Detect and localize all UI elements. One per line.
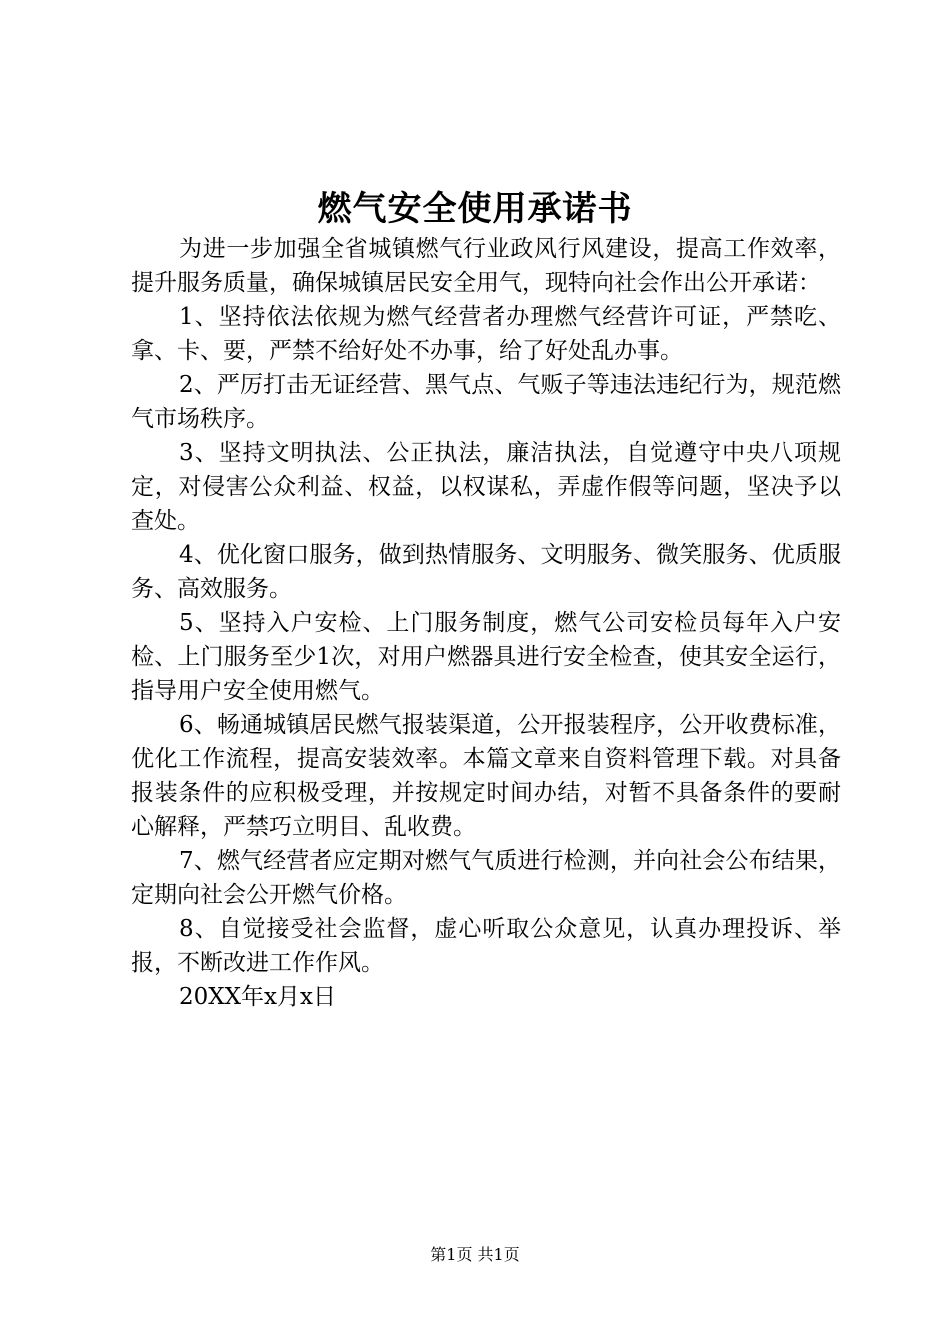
- page-footer: 第1页 共1页: [430, 1245, 520, 1264]
- commitment-item-6: 6、畅通城镇居民燃气报装渠道，公开报装程序，公开收费标准，优化工作流程，提高安装效率。本篇文章来自资料管理下载。对具备报装条件的应积极受理，并按规定时间办结，对暂不具备条件的要耐心解释，严禁巧立明目、乱收费。: [131, 712, 841, 840]
- document-date: 20XX年x月x日: [179, 984, 336, 1010]
- commitment-item-1: 1、坚持依法依规为燃气经营者办理燃气经营许可证，严禁吃、拿、卡、要，严禁不给好处不办事，给了好处乱办事。: [131, 304, 841, 364]
- document-body: [131, 232, 841, 1014]
- commitment-item-4: 4、优化窗口服务，做到热情服务、文明服务、微笑服务、优质服务、高效服务。: [131, 542, 841, 602]
- commitment-item-7: 7、燃气经营者应定期对燃气气质进行检测，并向社会公布结果，定期向社会公开燃气价格。: [131, 848, 841, 908]
- commitment-item-2: 2、严厉打击无证经营、黑气点、气贩子等违法违纪行为，规范燃气市场秩序。: [131, 372, 841, 432]
- commitment-item-3: 3、坚持文明执法、公正执法，廉洁执法，自觉遵守中央八项规定，对侵害公众利益、权益，以权谋私，弄虚作假等问题，坚决予以查处。: [131, 440, 841, 534]
- commitment-item-5: 5、坚持入户安检、上门服务制度，燃气公司安检员每年入户安检、上门服务至少1次，对用户燃器具进行安全检查，使其安全运行，指导用户安全使用燃气。: [131, 610, 841, 704]
- document-title: 燃气安全使用承诺书: [317, 189, 633, 229]
- commitment-item-8: 8、自觉接受社会监督，虚心听取公众意见，认真办理投诉、举报，不断改进工作作风。: [131, 916, 841, 976]
- intro-paragraph: 为进一步加强全省城镇燃气行业政风行风建设，提高工作效率，提升服务质量，确保城镇居民安全用气，现特向社会作出公开承诺：: [131, 236, 841, 296]
